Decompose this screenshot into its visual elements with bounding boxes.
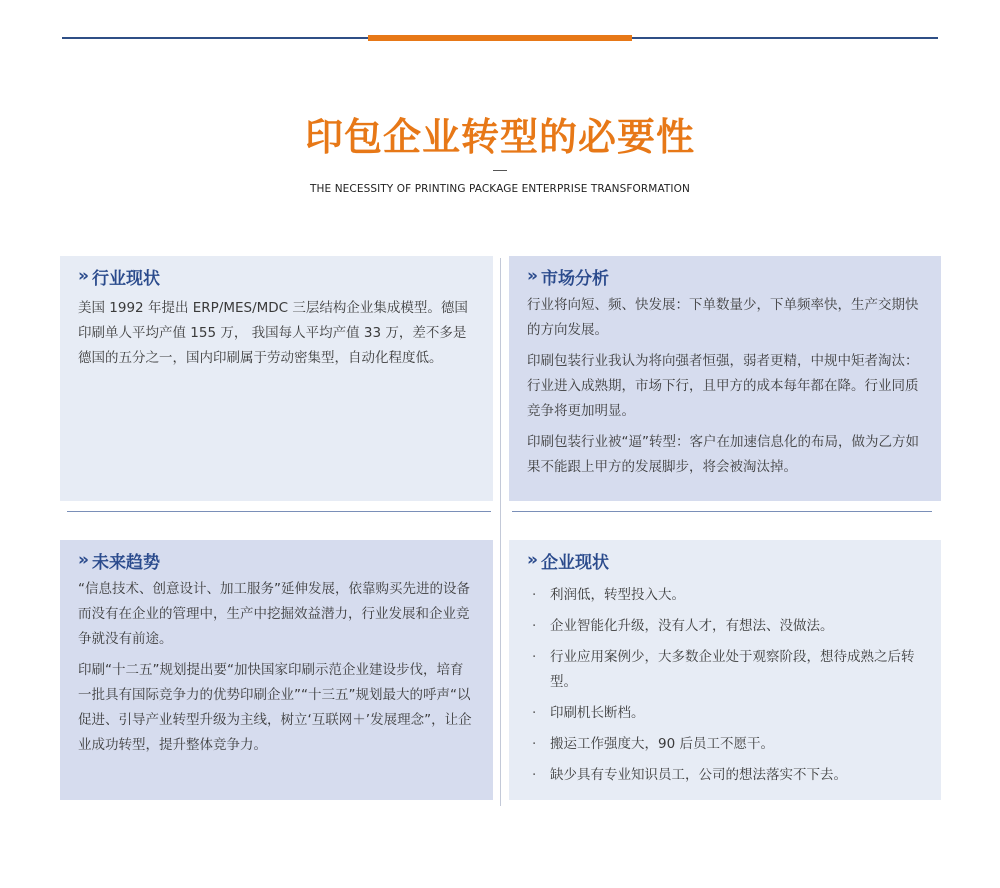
panel-enterprise-status bbox=[509, 540, 941, 800]
top-accent-bar bbox=[368, 35, 632, 41]
panel-paragraph: 行业将向短、频、快发展：下单数量少，下单频率快，生产交期快的方向发展。 bbox=[527, 297, 919, 338]
panel-paragraph: 印刷包装行业我认为将向强者恒强，弱者更精，中规中矩者淘汰：行业进入成熟期，市场下行，且甲方的成本每年都在降。行业同质竞争将更加明显。 bbox=[527, 353, 919, 419]
list-item bbox=[527, 763, 923, 788]
list-item-text: 搬运工作强度大，90 后员工不愿干。 bbox=[550, 736, 774, 752]
list-item bbox=[527, 732, 923, 757]
bullet-dot: · bbox=[532, 618, 537, 634]
panel-future-trends bbox=[60, 540, 493, 800]
bullet-dot: · bbox=[532, 587, 537, 603]
panel-title: 企业现状 bbox=[540, 552, 609, 573]
bullet-dot: · bbox=[532, 736, 537, 752]
list-item bbox=[527, 614, 923, 639]
panel-industry-status bbox=[60, 256, 493, 501]
panel-paragraph: “信息技术、创意设计、加工服务”延伸发展，依靠购买先进的设备而没有在企业的管理中，生产中挖掘效益潜力，行业发展和企业竞争就没有前途。 bbox=[78, 581, 470, 647]
panel-paragraph: 印刷包装行业被“逼”转型：客户在加速信息化的布局，做为乙方如果不能跟上甲方的发展脚步，将会被淘汰掉。 bbox=[527, 434, 919, 475]
vertical-divider bbox=[500, 258, 501, 806]
double-chevron-icon: » bbox=[527, 265, 535, 286]
bullet-dot: · bbox=[532, 649, 537, 665]
list-item-text: 行业应用案例少，大多数企业处于观察阶段，想待成熟之后转型。 bbox=[550, 649, 915, 690]
horizontal-divider-left bbox=[67, 511, 491, 512]
panel-header bbox=[78, 543, 475, 577]
page-title: 印包企业转型的必要性 bbox=[304, 115, 695, 159]
panel-header bbox=[78, 259, 475, 293]
title-dash bbox=[493, 170, 507, 171]
list-item-text: 利润低，转型投入大。 bbox=[550, 587, 685, 603]
panel-paragraph: 美国 1992 年提出 ERP/MES/MDC 三层结构企业集成模型。德国印刷单人平均产值 155 万， 我国每人平均产值 33 万，差不多是德国的五分之一，国内印刷属于劳动密集型，自动化程度低。 bbox=[78, 300, 468, 366]
list-item bbox=[527, 645, 923, 695]
panel-paragraph: 印刷“十二五”规划提出要“加快国家印刷示范企业建设步伐，培育一批具有国际竞争力的优势印刷企业”“十三五”规划最大的呼声“以促进、引导产业转型升级为主线，树立‘互联网＋’发展理念”，让企业成功转型，提升整体竞争力。 bbox=[78, 662, 472, 753]
bullet-dot: · bbox=[532, 705, 537, 721]
horizontal-divider-right bbox=[512, 511, 932, 512]
panel-title: 市场分析 bbox=[540, 268, 609, 289]
panel-title: 未来趋势 bbox=[91, 552, 160, 573]
panel-market-analysis bbox=[509, 256, 941, 501]
page-subtitle: THE NECESSITY OF PRINTING PACKAGE ENTERPRISE TRANSFORMATION bbox=[310, 183, 690, 195]
panel-header bbox=[527, 259, 923, 293]
double-chevron-icon: » bbox=[78, 549, 86, 570]
list-item bbox=[527, 583, 923, 608]
double-chevron-icon: » bbox=[78, 265, 86, 286]
list-item-text: 印刷机长断档。 bbox=[550, 705, 645, 721]
list-item bbox=[527, 701, 923, 726]
list-item-text: 企业智能化升级，没有人才，有想法、没做法。 bbox=[550, 618, 834, 634]
bullet-dot: · bbox=[532, 767, 537, 783]
double-chevron-icon: » bbox=[527, 549, 535, 570]
panel-title: 行业现状 bbox=[91, 268, 160, 289]
list-item-text: 缺少具有专业知识员工，公司的想法落实不下去。 bbox=[550, 767, 847, 783]
panel-header bbox=[527, 543, 923, 577]
enterprise-list bbox=[527, 583, 923, 788]
